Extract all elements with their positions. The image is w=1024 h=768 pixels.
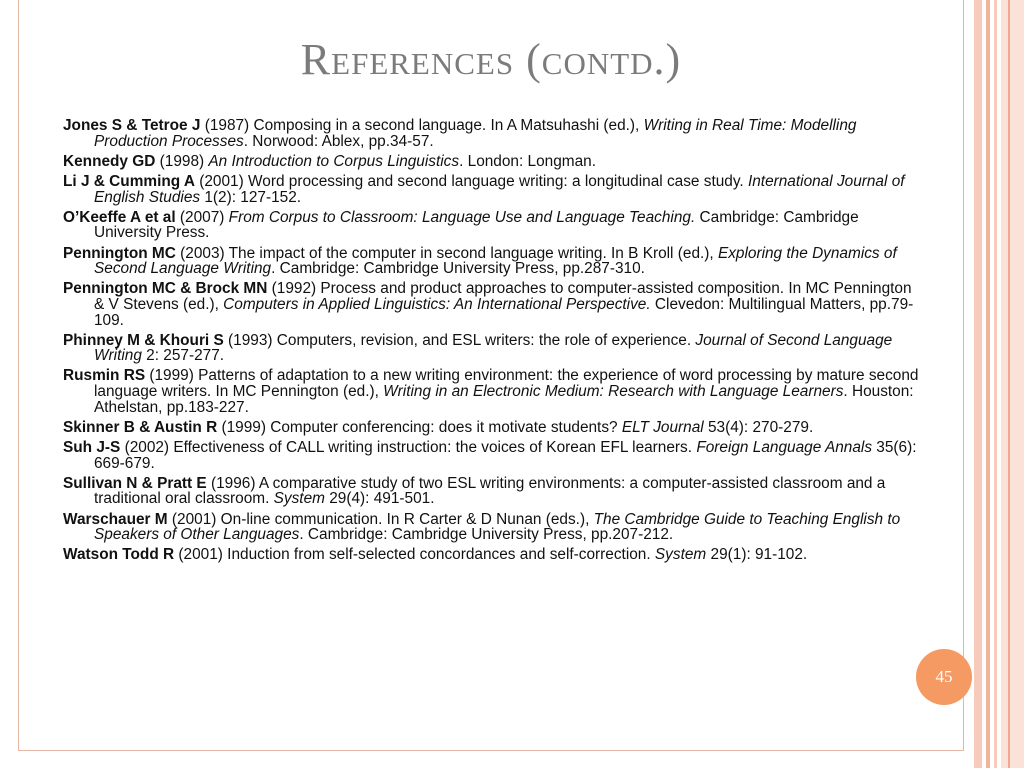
reference-details: 29(4): 491-501.	[324, 490, 435, 508]
reference-details: 35(6): 669-679.	[94, 439, 917, 472]
reference-text: (2007)	[175, 208, 229, 226]
reference-item	[63, 174, 923, 205]
reference-text: (2002) Effectiveness of CALL writing instruction: the voices of Korean EFL learners.	[120, 439, 697, 457]
decorative-stripe	[974, 0, 982, 768]
reference-details: 1(2): 127-152.	[200, 188, 302, 206]
reference-source: ELT Journal	[621, 418, 704, 436]
reference-item	[63, 476, 923, 507]
reference-author: Phinney M & Khouri S	[63, 331, 224, 349]
reference-details: . Norwood: Ablex, pp.34-57.	[243, 132, 434, 150]
reference-item	[63, 118, 923, 149]
page-number: 45	[935, 667, 953, 686]
reference-item	[63, 440, 923, 471]
reference-source: The Cambridge Guide to Teaching English to Speakers of Other Languages	[94, 510, 901, 544]
reference-source: Exploring the Dynamics of Second Language Writing	[94, 244, 897, 278]
reference-source: Foreign Language Annals	[696, 439, 873, 457]
reference-author: Watson Todd R	[63, 546, 175, 564]
reference-author: Pennington MC	[63, 244, 176, 262]
reference-details: . London: Longman.	[459, 152, 596, 170]
page-number-badge	[916, 649, 972, 705]
reference-text: (2001) Word processing and second language writing: a longitudinal case study.	[194, 172, 748, 190]
reference-item	[63, 333, 923, 364]
reference-text: (2001) Induction from self-selected concordances and self-correction.	[174, 546, 655, 564]
reference-details: . Cambridge: Cambridge University Press, pp.287-310.	[271, 260, 645, 278]
reference-details: 2: 257-277.	[141, 347, 225, 365]
reference-details: Clevedon: Multilingual Matters, pp.79-109.	[94, 295, 914, 329]
reference-source: System	[273, 490, 325, 508]
reference-source: System	[654, 546, 707, 564]
reference-details: . Houston: Athelstan, pp.183-227.	[94, 383, 914, 416]
reference-details: Cambridge: Cambridge University Press.	[94, 208, 859, 242]
slide-title: References (contd.)	[300, 35, 682, 84]
decorative-stripe	[1001, 0, 1024, 768]
reference-text: (1998)	[155, 152, 209, 170]
reference-author: Jones S & Tetroe J	[63, 117, 201, 134]
reference-author: Kennedy GD	[63, 152, 156, 170]
reference-source: From Corpus to Classroom: Language Use and Language Teaching.	[228, 208, 696, 226]
reference-author: Sullivan N & Pratt E	[63, 474, 207, 492]
reference-details: 29(1): 91-102.	[706, 546, 808, 564]
reference-source: Journal of Second Language Writing	[94, 331, 893, 365]
reference-list	[63, 118, 923, 568]
reference-text: (2003) The impact of the computer in second language writing. In B Kroll (ed.),	[175, 244, 718, 262]
reference-source: Writing in Real Time: Modelling Production Processes	[94, 117, 857, 150]
reference-author: Rusmin RS	[63, 367, 146, 385]
reference-item	[63, 246, 923, 277]
reference-item	[63, 547, 923, 563]
reference-item	[63, 368, 923, 415]
reference-source: Writing in an Electronic Medium: Research with Language Learners	[383, 383, 844, 401]
reference-author: Li J & Cumming A	[63, 172, 195, 190]
reference-text: (2001) On-line communication. In R Carter & D Nunan (eds.),	[167, 510, 594, 528]
reference-text: (1996) A comparative study of two ESL writing environments: a computer-assisted classroom and a traditional oral classroom.	[94, 474, 886, 508]
reference-author: Suh J-S	[63, 439, 121, 457]
reference-details: 53(4): 270-279.	[703, 418, 814, 436]
reference-author: Warschauer M	[63, 510, 168, 528]
reference-source: Computers in Applied Linguistics: An International Perspective.	[223, 295, 651, 313]
reference-item	[63, 512, 923, 543]
reference-author: Pennington MC & Brock MN	[63, 280, 268, 298]
reference-source: An Introduction to Corpus Linguistics	[208, 152, 460, 170]
reference-text: (1999) Computer conferencing: does it motivate students?	[217, 418, 622, 436]
reference-author: O’Keeffe A et al	[63, 208, 176, 226]
reference-item	[63, 154, 923, 170]
decorative-stripe	[994, 0, 997, 768]
reference-text: (1992) Process and product approaches to computer-assisted composition. In MC Pennington & V Stevens (ed.),	[94, 280, 912, 313]
decorative-stripe	[1008, 0, 1010, 768]
reference-item	[63, 281, 923, 328]
reference-source: International Journal of English Studies	[94, 172, 905, 206]
reference-author: Skinner B & Austin R	[63, 418, 218, 436]
reference-item	[63, 210, 923, 241]
reference-text: (1993) Computers, revision, and ESL writers: the role of experience.	[223, 331, 696, 349]
reference-text: (1987) Composing in a second language. In A Matsuhashi (ed.),	[200, 117, 644, 134]
reference-item	[63, 420, 923, 436]
reference-text: (1999) Patterns of adaptation to a new writing environment: the experience of word processing by mature second language writers. In MC Pennington (ed.),	[94, 367, 919, 401]
decorative-stripe	[986, 0, 990, 768]
reference-details: . Cambridge: Cambridge University Press, pp.207-212.	[299, 526, 674, 544]
